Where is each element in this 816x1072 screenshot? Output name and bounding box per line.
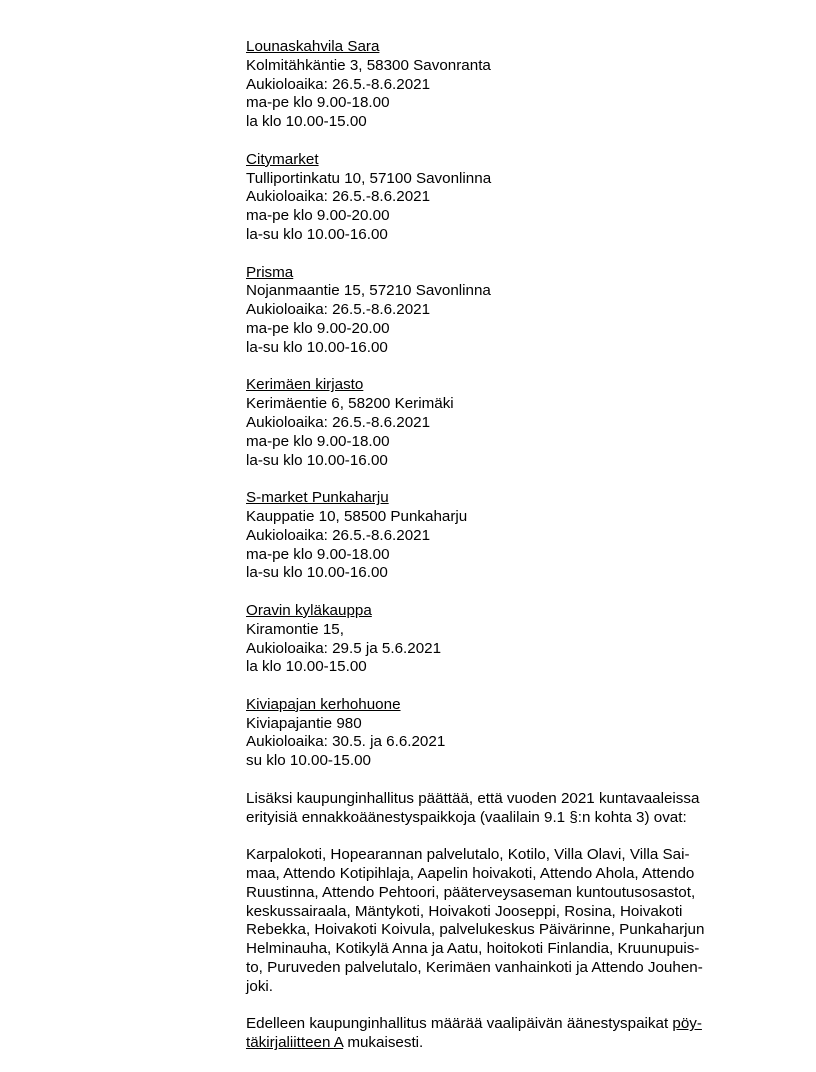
location-opening-period: Aukioloaika: 26.5.-8.6.2021 [246,188,431,206]
paragraph-line: joki. [246,977,274,995]
appendix-link[interactable]: täkirjaliitteen A [246,1034,344,1052]
paragraph-line: erityisiä ennakkoäänestyspaikkoja (vaalilain 9.1 §:n kohta 3) ovat: [246,808,687,826]
location-address: Nojanmaantie 15, 57210 Savonlinna [246,282,491,300]
final-text: Edelleen kaupunginhallitus määrää vaalipäivän äänestyspaikat [246,1015,673,1033]
location-opening-period: Aukioloaika: 29.5 ja 5.6.2021 [246,639,442,657]
location-block [246,696,736,771]
location-opening-period: Aukioloaika: 26.5.-8.6.2021 [246,301,431,319]
paragraph-line [246,1015,736,1034]
location-hours: la-su klo 10.00-16.00 [246,338,388,356]
final-paragraph [246,1015,736,1053]
paragraph-line: Ruustinna, Attendo Pehtoori, pääterveysaseman kuntoutusosastot, [246,883,696,901]
location-name: Prisma [246,263,294,281]
location-block [246,264,736,358]
location-name: Kiviapajan kerhohuone [246,695,401,713]
paragraph-line [246,1034,736,1053]
location-hours: la klo 10.00-15.00 [246,113,367,131]
paragraph-line: Karpalokoti, Hopearannan palvelutalo, Kotilo, Villa Olavi, Villa Sai- [246,846,690,864]
location-hours: ma-pe klo 9.00-20.00 [246,207,390,225]
location-address: Kiramontie 15, [246,620,344,638]
location-name: Citymarket [246,150,319,168]
location-opening-period: Aukioloaika: 26.5.-8.6.2021 [246,75,431,93]
location-hours: ma-pe klo 9.00-20.00 [246,319,390,337]
paragraph-line: keskussairaala, Mäntykoti, Hoivakoti Jooseppi, Rosina, Hoivakoti [246,902,683,920]
location-name: Oravin kyläkauppa [246,601,372,619]
location-hours: la-su klo 10.00-16.00 [246,451,388,469]
location-name: Kerimäen kirjasto [246,376,364,394]
location-block [246,38,736,132]
paragraph-line: Lisäksi kaupunginhallitus päättää, että vuoden 2021 kuntavaaleissa [246,789,700,807]
additional-places-paragraph [246,790,736,828]
appendix-link[interactable]: pöy- [672,1015,702,1033]
location-hours: ma-pe klo 9.00-18.00 [246,94,390,112]
location-block [246,151,736,245]
location-block [246,602,736,677]
location-address: Tulliportinkatu 10, 57100 Savonlinna [246,169,492,187]
location-opening-period: Aukioloaika: 26.5.-8.6.2021 [246,413,431,431]
location-hours: la klo 10.00-15.00 [246,658,367,676]
location-opening-period: Aukioloaika: 26.5.-8.6.2021 [246,526,431,544]
location-address: Kolmitähkäntie 3, 58300 Savonranta [246,56,491,74]
polling-locations-list [246,38,736,771]
location-opening-period: Aukioloaika: 30.5. ja 6.6.2021 [246,733,446,751]
location-hours: ma-pe klo 9.00-18.00 [246,545,390,563]
paragraph-line: to, Puruveden palvelutalo, Kerimäen vanhainkoti ja Attendo Jouhen- [246,959,703,977]
location-address: Kerimäentie 6, 58200 Kerimäki [246,395,454,413]
location-hours: la-su klo 10.00-16.00 [246,564,388,582]
location-address: Kiviapajantie 980 [246,714,362,732]
location-hours: ma-pe klo 9.00-18.00 [246,432,390,450]
location-hours: su klo 10.00-15.00 [246,752,371,770]
document-page [246,38,736,1072]
paragraph-line: Rebekka, Hoivakoti Koivula, palvelukeskus Päivärinne, Punkaharjun [246,921,705,939]
location-block [246,376,736,470]
location-name: S-market Punkaharju [246,489,389,507]
final-text: mukaisesti. [343,1034,424,1052]
special-places-paragraph [246,846,736,996]
location-address: Kauppatie 10, 58500 Punkaharju [246,507,468,525]
paragraph-line: Helminauha, Kotikylä Anna ja Aatu, hoitokoti Finlandia, Kruunupuis- [246,940,700,958]
paragraph-line: maa, Attendo Kotipihlaja, Aapelin hoivakoti, Attendo Ahola, Attendo [246,865,695,883]
location-name: Lounaskahvila Sara [246,38,380,55]
location-hours: la-su klo 10.00-16.00 [246,225,388,243]
location-block [246,489,736,583]
